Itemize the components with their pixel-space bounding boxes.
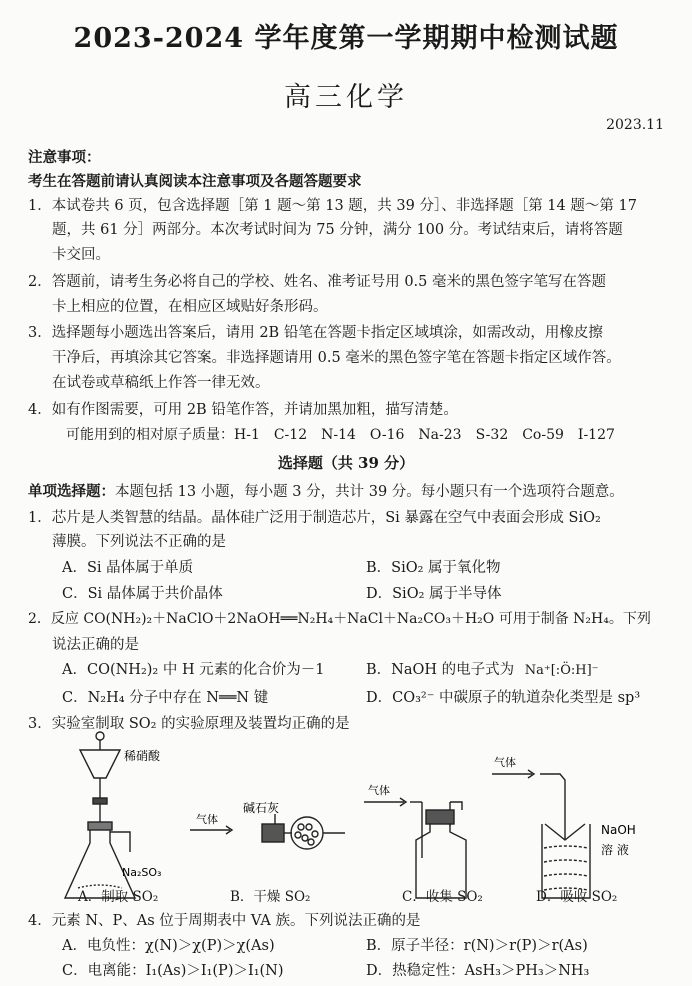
section-instruction xyxy=(28,480,624,501)
label-naoh: NaOH xyxy=(601,823,636,837)
label-soda-lime: 碱石灰 xyxy=(243,801,280,815)
q1-option-d: D．SiO₂ 属于半导体 xyxy=(366,586,502,602)
q4-option-c: C．电离能：I₁(As)＞I₁(P)＞I₁(N) xyxy=(62,963,284,979)
label-gas-b: 气体 xyxy=(196,813,218,826)
absorption-beaker xyxy=(492,770,590,898)
q1-option-b: B．SiO₂ 属于氧化物 xyxy=(366,560,501,576)
note-line: 卡交回。 xyxy=(52,247,110,263)
question-3-stem: 3．实验室制取 SO₂ 的实验原理及装置均正确的是 xyxy=(28,716,350,732)
question-2-stem: 2．反应 CO(NH₂)₂＋NaClO＋2NaOH══N₂H₄＋NaCl＋Na₂CO₃＋H₂O 可用于制备 N₂H₄。下列 xyxy=(28,611,651,627)
q3-option-d: D．吸收 SO₂ xyxy=(536,889,618,905)
label-gas-c: 气体 xyxy=(368,784,390,797)
subject-title: 高三化学 xyxy=(284,82,408,113)
note-line: 题，共 61 分］两部分。本次考试时间为 75 分钟，满分 100 分。考试结束后，请将答题 xyxy=(52,222,623,238)
q1-option-c: C．Si 晶体属于共价晶体 xyxy=(62,586,223,602)
q2-option-a: A．CO(NH₂)₂ 中 H 元素的化合价为－1 xyxy=(62,662,325,678)
electron-formula: Na⁺[:Ö:H]⁻ xyxy=(524,663,599,678)
apparatus-figures xyxy=(0,728,692,908)
q4-option-b: B．原子半径：r(N)＞r(P)＞r(As) xyxy=(366,938,588,954)
note-line: 1．本试卷共 6 页，包含选择题［第 1 题～第 13 题，共 39 分］、非选择题［第 14 题～第 17 xyxy=(28,198,637,214)
question-1-stem-cont: 薄膜。下列说法不正确的是 xyxy=(52,534,226,550)
q1-option-a: A．Si 晶体属于单质 xyxy=(62,560,194,576)
label-solution: 溶 液 xyxy=(601,843,629,857)
note-line: 2．答题前，请考生务必将自己的学校、姓名、准考证号用 0.5 毫米的黑色签字笔写在答题 xyxy=(28,274,606,290)
question-4-stem: 4．元素 N、P、As 位于周期表中 VA 族。下列说法正确的是 xyxy=(28,913,421,929)
q2-option-d: D．CO₃²⁻ 中碳原子的轨道杂化类型是 sp³ xyxy=(366,690,641,706)
note-line: 4．如有作图需要，可用 2B 铅笔作答，并请加黑加粗，描写清楚。 xyxy=(28,402,458,418)
note-line: 3．选择题每小题选出答案后，请用 2B 铅笔在答题卡指定区域填涂，如需改动，用橡皮擦 xyxy=(28,325,603,341)
note-line: 干净后，再填涂其它答案。非选择题请用 0.5 毫米的黑色签字笔在答题卡指定区域作答。 xyxy=(52,350,621,366)
instruction-text: 本题包括 13 小题，每小题 3 分，共计 39 分。每小题只有一个选项符合题意。 xyxy=(115,484,624,500)
atomic-masses: 可能用到的相对原子质量：H-1 C-12 N-14 O-16 Na-23 S-32 Co-59 I-127 xyxy=(66,427,615,443)
q2-option-b-text: B．NaOH 的电子式为 xyxy=(366,662,515,678)
q3-option-a: A．制取 SO₂ xyxy=(78,889,159,905)
label-na2so3: Na₂SO₃ xyxy=(122,866,162,879)
label-acid: 稀硝酸 xyxy=(124,749,161,763)
notes-heading: 注意事项： xyxy=(28,149,101,166)
q3-option-c: C．收集 SO₂ xyxy=(402,889,483,905)
question-1-stem: 1．芯片是人类智慧的结晶。晶体硅广泛用于制造芯片，Si 暴露在空气中表面会形成 SiO₂ xyxy=(28,510,601,526)
gas-bottle xyxy=(364,798,466,898)
q4-option-d: D．热稳定性：AsH₃＞PH₃＞NH₃ xyxy=(366,963,590,979)
q2-option-b xyxy=(366,658,599,679)
question-2-stem-cont: 说法正确的是 xyxy=(52,637,139,653)
note-line: 卡上相应的位置，在相应区域贴好条形码。 xyxy=(52,299,328,315)
instruction-label: 单项选择题： xyxy=(28,483,115,500)
label-gas-d: 气体 xyxy=(494,756,516,769)
notes-intro: 考生在答题前请认真阅读本注意事项及各题答题要求 xyxy=(28,173,362,190)
q2-option-c: C．N₂H₄ 分子中存在 N══N 键 xyxy=(62,690,269,706)
note-line: 在试卷或草稿纸上作答一律无效。 xyxy=(52,375,270,391)
exam-date: 2023.11 xyxy=(606,117,664,133)
page-title: 2023-2024 学年度第一学期期中检测试题 xyxy=(73,23,619,54)
q3-option-b: B．干燥 SO₂ xyxy=(230,889,311,905)
q4-option-a: A．电负性：χ(N)＞χ(P)＞χ(As) xyxy=(62,938,275,954)
section-title: 选择题（共 39 分） xyxy=(277,454,415,472)
